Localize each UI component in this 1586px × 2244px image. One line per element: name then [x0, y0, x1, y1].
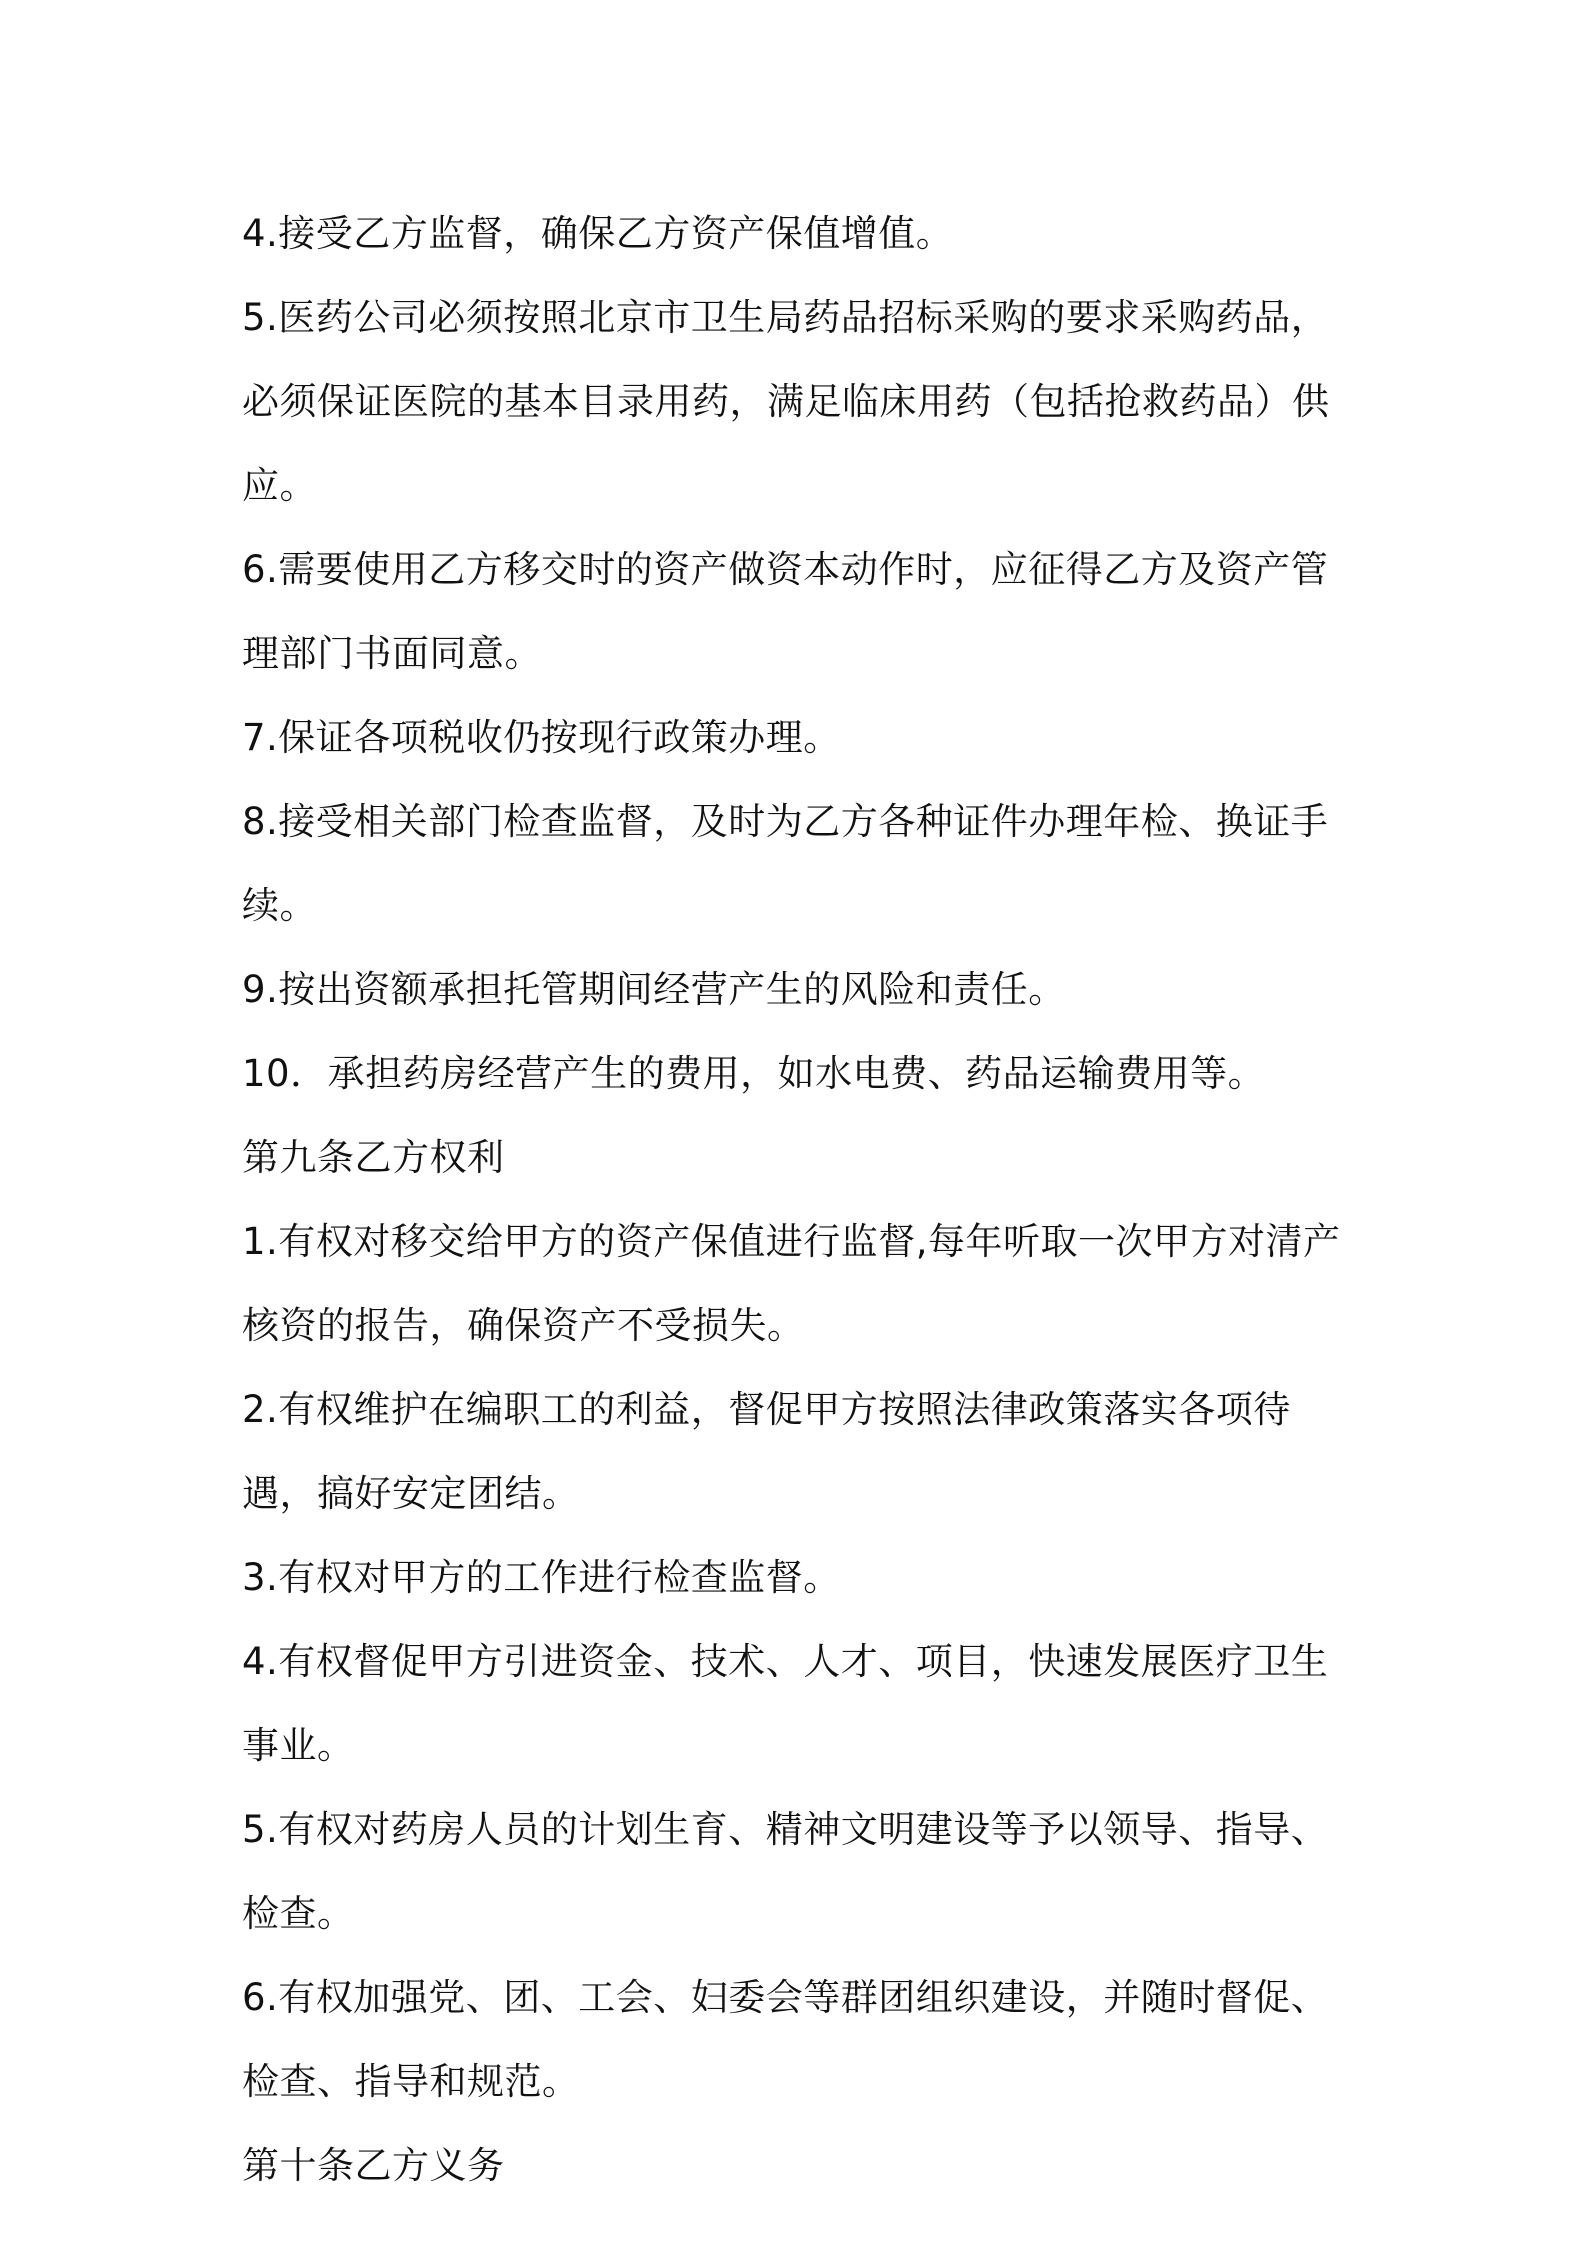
paragraph-right-3: 3.有权对甲方的工作进行检查监督。	[242, 1556, 841, 1599]
paragraph-obligation-4: 4.接受乙方监督，确保乙方资产保值增值。	[242, 212, 954, 255]
paragraph-right-2: 2.有权维护在编职工的利益，督促甲方按照法律政策落实各项待遇，搞好安定团结。	[242, 1388, 1291, 1515]
paragraph-obligation-8: 8.接受相关部门检查监督，及时为乙方各种证件办理年检、换证手续。	[242, 800, 1329, 927]
paragraph-right-6: 6.有权加强党、团、工会、妇委会等群团组织建设，并随时督促、检查、指导和规范。	[242, 1976, 1329, 2103]
paragraph-right-4: 4.有权督促甲方引进资金、技术、人才、项目，快速发展医疗卫生事业。	[242, 1640, 1329, 1767]
paragraph-right-1: 1.有权对移交给甲方的资产保值进行监督,每年听取一次甲方对清产核资的报告，确保资产不受损失。	[242, 1220, 1341, 1347]
document-body	[242, 192, 1362, 2208]
paragraph-obligation-10: 10．承担药房经营产生的费用，如水电费、药品运输费用等。	[242, 1052, 1266, 1095]
paragraph-obligation-9: 9.按出资额承担托管期间经营产生的风险和责任。	[242, 968, 1066, 1011]
section-heading-article-9: 第九条乙方权利	[242, 1136, 505, 1179]
paragraph-obligation-7: 7.保证各项税收仍按现行政策办理。	[242, 716, 841, 759]
paragraph-right-5: 5.有权对药房人员的计划生育、精神文明建设等予以领导、指导、检查。	[242, 1808, 1329, 1935]
section-heading-article-10: 第十条乙方义务	[242, 2144, 505, 2187]
paragraph-obligation-6: 6.需要使用乙方移交时的资产做资本动作时，应征得乙方及资产管理部门书面同意。	[242, 548, 1329, 675]
paragraph-obligation-5: 5.医药公司必须按照北京市卫生局药品招标采购的要求采购药品，必须保证医院的基本目录用药，满足临床用药（包括抢救药品）供应。	[242, 296, 1330, 507]
